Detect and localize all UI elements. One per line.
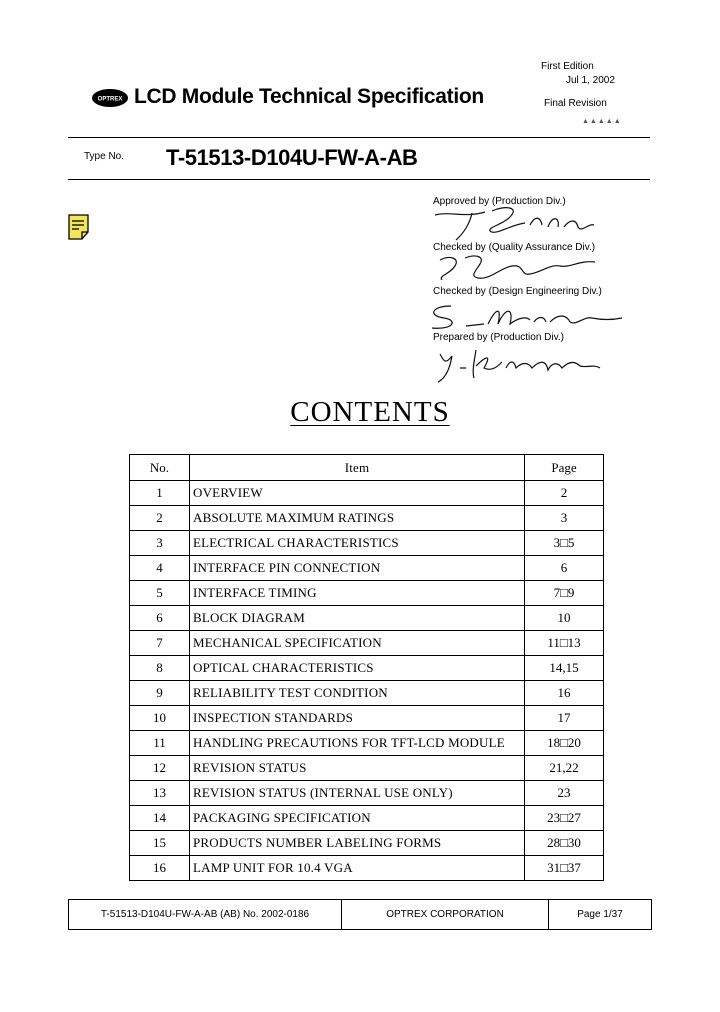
- table-row: [130, 681, 604, 706]
- revision-label: Final Revision: [544, 98, 607, 109]
- row-page: 18□20: [525, 731, 604, 756]
- row-page: 23: [525, 781, 604, 806]
- prepared-signature: [432, 342, 612, 386]
- edition-date: Jul 1, 2002: [566, 75, 615, 86]
- row-page: 11□13: [525, 631, 604, 656]
- table-row: [130, 481, 604, 506]
- optrex-logo: [88, 86, 132, 115]
- revision-marks: ▲▲▲▲▲: [582, 118, 622, 125]
- checked-design-label: Checked by (Design Engineering Div.): [433, 286, 602, 297]
- row-no: 8: [130, 656, 190, 681]
- svg-text:OPTREX: OPTREX: [97, 96, 123, 103]
- table-row: [130, 581, 604, 606]
- table-header-row: [130, 455, 604, 481]
- row-page: 17: [525, 706, 604, 731]
- table-row: [130, 656, 604, 681]
- footer-doc-number: T-51513-D104U-FW-A-AB (AB) No. 2002-0186: [69, 900, 342, 929]
- row-item: INTERFACE TIMING: [190, 581, 525, 606]
- row-no: 11: [130, 731, 190, 756]
- table-row: [130, 856, 604, 881]
- row-item: HANDLING PRECAUTIONS FOR TFT-LCD MODULE: [190, 731, 525, 756]
- row-no: 4: [130, 556, 190, 581]
- row-no: 10: [130, 706, 190, 731]
- row-page: 21,22: [525, 756, 604, 781]
- row-item: REVISION STATUS: [190, 756, 525, 781]
- row-item: RELIABILITY TEST CONDITION: [190, 681, 525, 706]
- row-no: 5: [130, 581, 190, 606]
- row-no: 1: [130, 481, 190, 506]
- type-number: T-51513-D104U-FW-A-AB: [166, 145, 418, 170]
- row-page: 16: [525, 681, 604, 706]
- row-item: BLOCK DIAGRAM: [190, 606, 525, 631]
- table-row: [130, 606, 604, 631]
- row-no: 16: [130, 856, 190, 881]
- row-page: 10: [525, 606, 604, 631]
- row-item: OVERVIEW: [190, 481, 525, 506]
- row-page: 28□30: [525, 831, 604, 856]
- approved-signature: [430, 203, 610, 243]
- row-item: ABSOLUTE MAXIMUM RATINGS: [190, 506, 525, 531]
- row-no: 7: [130, 631, 190, 656]
- footer-page-number: Page 1/37: [577, 909, 623, 920]
- row-page: 2: [525, 481, 604, 506]
- prepared-by-label: Prepared by (Production Div.): [433, 332, 564, 343]
- row-page: 3: [525, 506, 604, 531]
- table-row: [130, 781, 604, 806]
- type-divider: [68, 179, 650, 180]
- row-page: 3□5: [525, 531, 604, 556]
- header-divider: [68, 137, 650, 138]
- row-item: INTERFACE PIN CONNECTION: [190, 556, 525, 581]
- row-no: 14: [130, 806, 190, 831]
- row-page: 7□9: [525, 581, 604, 606]
- row-no: 2: [130, 506, 190, 531]
- table-row: [130, 731, 604, 756]
- row-page: 31□37: [525, 856, 604, 881]
- approved-by-label: Approved by (Production Div.): [433, 196, 566, 207]
- row-no: 15: [130, 831, 190, 856]
- table-row: [130, 831, 604, 856]
- memo-icon[interactable]: [68, 214, 90, 245]
- row-item: PACKAGING SPECIFICATION: [190, 806, 525, 831]
- document-title: LCD Module Technical Specification: [134, 85, 484, 108]
- checked-qa-label: Checked by (Quality Assurance Div.): [433, 242, 596, 253]
- footer-company: OPTREX CORPORATION: [342, 900, 549, 929]
- header-page: Page: [525, 455, 604, 481]
- type-no-label: Type No.: [84, 151, 125, 162]
- row-item: INSPECTION STANDARDS: [190, 706, 525, 731]
- row-item: LAMP UNIT FOR 10.4 VGA: [190, 856, 525, 881]
- row-no: 6: [130, 606, 190, 631]
- row-item: OPTICAL CHARACTERISTICS: [190, 656, 525, 681]
- row-item: MECHANICAL SPECIFICATION: [190, 631, 525, 656]
- row-item: PRODUCTS NUMBER LABELING FORMS: [190, 831, 525, 856]
- page-footer: [68, 899, 652, 930]
- row-no: 9: [130, 681, 190, 706]
- row-page: 23□27: [525, 806, 604, 831]
- table-row: [130, 631, 604, 656]
- row-item: ELECTRICAL CHARACTERISTICS: [190, 531, 525, 556]
- table-row: [130, 531, 604, 556]
- table-row: [130, 556, 604, 581]
- row-item: REVISION STATUS (INTERNAL USE ONLY): [190, 781, 525, 806]
- edition-label: First Edition: [541, 61, 594, 72]
- header-item: Item: [190, 455, 525, 481]
- checked-qa-signature: [430, 250, 610, 286]
- row-no: 3: [130, 531, 190, 556]
- row-page: 14,15: [525, 656, 604, 681]
- row-page: 6: [525, 556, 604, 581]
- table-row: [130, 806, 604, 831]
- table-row: [130, 756, 604, 781]
- contents-table: [129, 454, 604, 881]
- table-row: [130, 706, 604, 731]
- table-row: [130, 506, 604, 531]
- row-no: 12: [130, 756, 190, 781]
- header-no: No.: [130, 455, 190, 481]
- row-no: 13: [130, 781, 190, 806]
- contents-heading: CONTENTS: [290, 396, 450, 428]
- checked-design-signature: [426, 298, 626, 334]
